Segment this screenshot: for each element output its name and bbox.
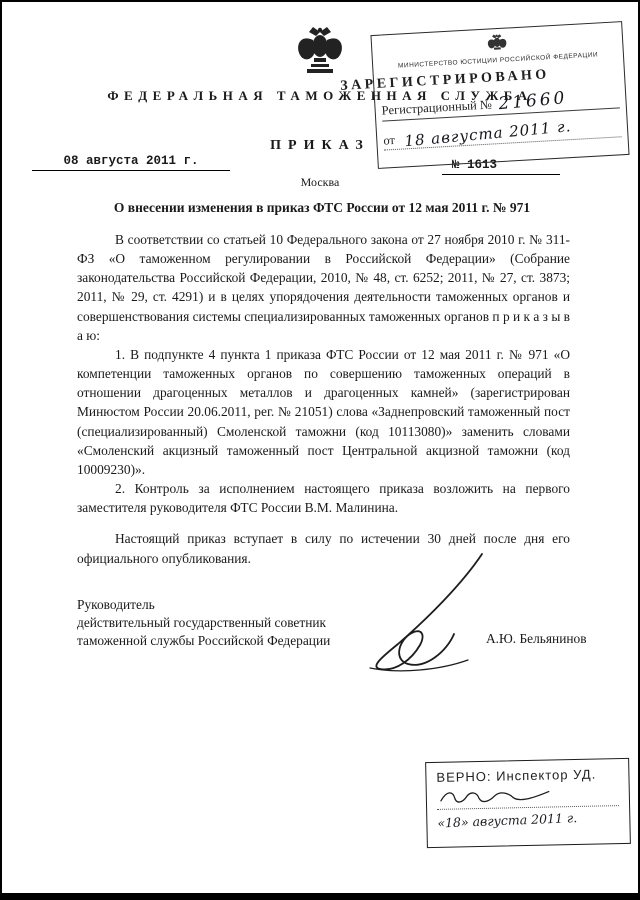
verification-stamp bbox=[425, 758, 631, 848]
order-body bbox=[77, 230, 570, 568]
verification-date-handwritten: «18» августа 2011 г. bbox=[437, 810, 578, 831]
signatory-position-line-2: действительный государственный советник bbox=[77, 615, 327, 631]
registration-date-prefix: от bbox=[382, 132, 396, 148]
registration-stamp bbox=[339, 21, 629, 169]
signatory-name: А.Ю. Бельянинов bbox=[486, 631, 587, 646]
registration-number-handwritten: 21660 bbox=[498, 88, 569, 115]
signatory-position-line-1: Руководитель bbox=[77, 597, 155, 612]
director-signature-scribble-icon bbox=[350, 550, 500, 685]
verification-label: ВЕРНО: Инспектор УД. bbox=[436, 766, 597, 785]
doc-date: 08 августа 2011 г. bbox=[32, 154, 230, 171]
ministry-name: МИНИСТЕРСТВО ЮСТИЦИИ РОССИЙСКОЙ ФЕДЕРАЦИИ bbox=[397, 51, 599, 70]
registration-date-handwritten: 18 августа 2011 г. bbox=[403, 117, 572, 151]
doc-city: Москва bbox=[300, 175, 340, 189]
doc-type: ПРИКАЗ bbox=[270, 138, 370, 153]
registration-date-row bbox=[383, 117, 622, 150]
doc-number: № 1613 bbox=[442, 158, 560, 175]
paragraph-item-1: 1. В подпункте 4 пункта 1 приказа ФТС России от 12 мая 2011 г. № 971 «О компетенции таможенных органов по совершению таможенных операций в отношении драгоценных металлов и драгоценных камней» (зарегистрирован Минюстом России 20.06.2011, рег. № 21051) слова «Заднепровский таможенный пост (специализированный) Смоленской таможни (код 10113080)» заменить словами «Смоленский акцизный таможенный пост Центральной акцизной таможни (код 10009230)». bbox=[77, 346, 570, 477]
doc-title: О внесении изменения в приказ ФТС России от 12 мая 2011 г. № 971 bbox=[113, 200, 531, 215]
paragraph-item-2: 2. Контроль за исполнением настоящего приказа возложить на первого заместителя руководителя ФТС России В.М. Малинина. bbox=[77, 481, 570, 516]
signatory-position-line-3: таможенной службы Российской Федерации bbox=[77, 633, 331, 649]
agency-name: ФЕДЕРАЛЬНАЯ ТАМОЖЕННАЯ СЛУЖБА bbox=[107, 88, 533, 103]
paragraph-preamble: В соответствии со статьей 10 Федерального закона от 27 ноября 2010 г. № 311-ФЗ «О таможенном регулировании в Российской Федерации» (Собрание законодательства Российской Федерации, 2010, № 48, ст. 6252; 2011, № 27, ст. 3873; 2011, № 29, ст. 4291) и в целях упорядочения деятельности таможенных органов и совершенствования системы специализированных таможенных органов п р и к а з ы в а ю: bbox=[77, 232, 570, 343]
inspector-signature-scribble-icon bbox=[437, 783, 619, 810]
registration-number-label: Регистрационный № bbox=[381, 97, 493, 118]
paragraph-entry-into-force: Настоящий приказ вступает в силу по истечении 30 дней после дня его официального опубликования. bbox=[77, 531, 570, 566]
registration-number-row bbox=[381, 86, 620, 121]
registered-label: ЗАРЕГИСТРИРОВАНО bbox=[339, 67, 551, 94]
